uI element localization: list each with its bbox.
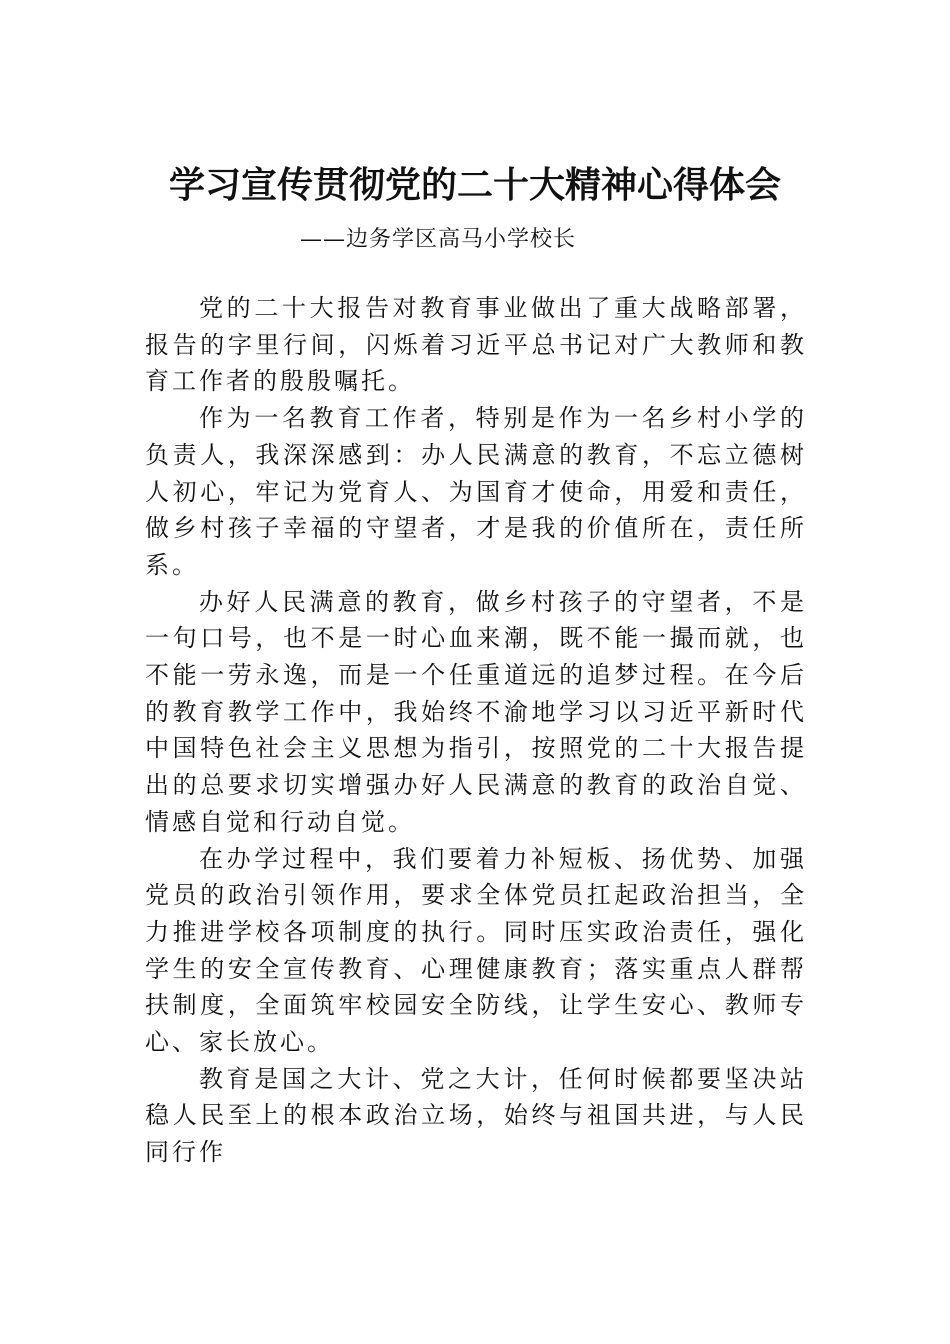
paragraph: 教育是国之大计、党之大计，任何时候都要坚决站稳人民至上的根本政治立场，始终与祖国共进，与人民同行作 — [145, 1064, 807, 1167]
paragraph: 党的二十大报告对教育事业做出了重大战略部署，报告的字里行间，闪烁着习近平总书记对广大教师和教育工作者的殷殷嘱托。 — [145, 294, 807, 396]
paragraph: 办好人民满意的教育，做乡村孩子的守望者，不是一句口号，也不是一时心血来潮，既不能一撮而就，也不能一劳永逸，而是一个任重道远的追梦过程。在今后的教育教学工作中，我始终不渝地学习以习近平新时代中国特色社会主义思想为指引，按照党的二十大报告提出的总要求切实增强办好人民满意的教育的政治自觉、情感自觉和行动自觉。 — [145, 587, 807, 836]
document-title: 学习宣传贯彻党的二十大精神心得体会 — [168, 164, 781, 206]
document-body — [145, 290, 807, 1171]
document-subtitle: ——边务学区高马小学校长 — [300, 227, 577, 252]
paragraph: 作为一名教育工作者，特别是作为一名乡村小学的负责人，我深深感到：办人民满意的教育，不忘立德树人初心，牢记为党育人、为国育才使命，用爱和责任，做乡村孩子幸福的守望者，才是我的价值所在，责任所系。 — [145, 404, 807, 579]
paragraph: 在办学过程中，我们要着力补短板、扬优势、加强党员的政治引领作用，要求全体党员扛起政治担当，全力推进学校各项制度的执行。同时压实政治责任，强化学生的安全宣传教育、心理健康教育；落实重点人群帮扶制度，全面筑牢校园安全防线，让学生安心、教师专心、家长放心。 — [145, 844, 807, 1057]
